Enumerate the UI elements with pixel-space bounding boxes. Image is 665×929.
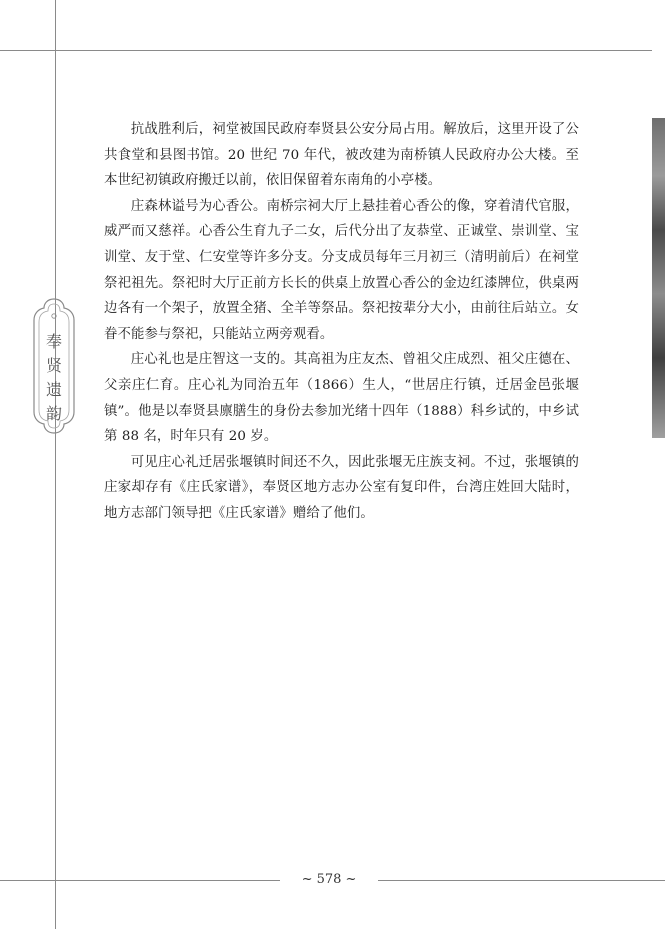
body-text: [104, 117, 579, 527]
paragraph: 庄森林谥号为心香公。南桥宗祠大厅上悬挂着心香公的像，穿着清代官服，威严而又慈祥。心香公生育九子二女，后代分出了友恭堂、正诚堂、崇训堂、宝训堂、友于堂、仁安堂等许多分支。分支成员每年三月初三（清明前后）在祠堂祭祀祖先。祭祀时大厅正前方长长的供桌上放置心香公的金边红漆牌位，供桌两边各有一个架子，放置全猪、全羊等祭品。祭祀按辈分大小，由前往后站立。女眷不能参与祭祀，只能站立两旁观看。: [104, 198, 579, 342]
badge-char: 贤: [45, 356, 62, 375]
paragraph: 抗战胜利后，祠堂被国民政府奉贤县公安分局占用。解放后，这里开设了公共食堂和县图书馆。20 世纪 70 年代，被改建为南桥镇人民政府办公大楼。至本世纪初镇政府搬迁以前，依旧保留着东南角的小亭楼。: [104, 122, 579, 189]
paragraph: 庄心礼也是庄智这一支的。其高祖为庄友杰、曾祖父庄成烈、祖父庄德在、父亲庄仁育。庄心礼为同治五年（1866）生人，“世居庄行镇，迁居金邑张堰镇”。他是以奉贤县廪膳生的身份去参加光绪十四年（1888）科乡试的，中乡试第 88 名，时年只有 20 岁。: [104, 352, 579, 445]
footer-rule-right: [378, 880, 665, 881]
footer-rule-left: [0, 880, 280, 881]
edge-photo-strip: [652, 118, 665, 438]
badge-char: 奉: [45, 332, 62, 351]
page-number: ~ 578 ~: [301, 872, 357, 887]
paragraph: 可见庄心礼迁居张堰镇时间还不久，因此张堰无庄族支祠。不过，张堰镇的庄家却存有《庄氏家谱》，奉贤区地方志办公室有复印件，台湾庄姓回大陆时，地方志部门领导把《庄氏家谱》赠给了他们。: [104, 454, 579, 521]
book-title-badge: [31, 296, 77, 436]
header-rule: [0, 50, 652, 51]
badge-char: 遗: [45, 380, 62, 399]
left-margin-rule: [55, 0, 56, 929]
badge-char: 韵: [45, 404, 62, 423]
